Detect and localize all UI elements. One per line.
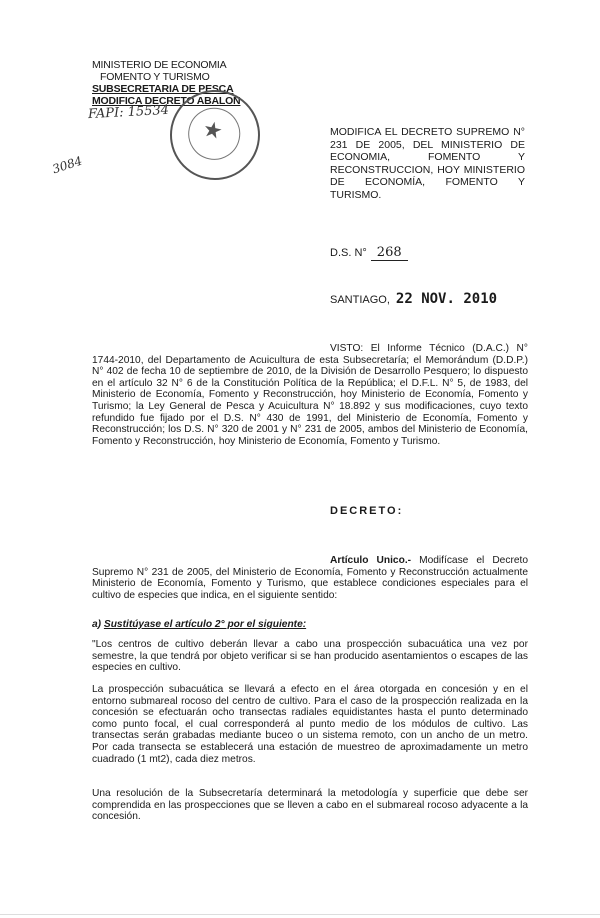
paragraph-2: La prospección subacuática se llevará a efecto en el área otorgada en concesión y en el entorno submareal rocoso del centro de cultivo. Para el caso de la prospección realizada en la concesión se efectuarán ocho transectas radiales equidistantes hasta el punto determinado como punto focal, el cual corresponderá al punto medio de los módulos de cultivo. Las transectas serán grabadas mediante buceo o un sistema remoto, con un ancho de un metro. Por cada transecta se establecerá una estación de muestreo de aproximadamente un metro cuadrado (1 mt2), cada diez metros. xyxy=(92,684,528,765)
paragraph-1: "Los centros de cultivo deberán llevar a cabo una prospección subacuática una vez por semestre, la que tendrá por objeto verificar si se han producido asentamientos o escapes de las especies en cultivo. xyxy=(92,639,528,674)
place-date xyxy=(330,291,497,307)
handwritten-number: 3084 xyxy=(50,153,84,177)
decree-number xyxy=(330,245,408,260)
decree-number-value: 268 xyxy=(371,245,408,261)
paragraph-3: Una resolución de la Subsecretaría determinará la metodología y superficie que debe ser comprendida en las prospecciones que se lleven a cabo en el submareal rocoso adyacente a la concesión. xyxy=(92,788,528,823)
item-a-text: Sustitúyase el artículo 2° por el siguiente: xyxy=(103,619,307,630)
header-line-ministry: MINISTERIO DE ECONOMIA xyxy=(92,59,227,71)
header-line-fomento: FOMENTO Y TURISMO xyxy=(100,71,210,83)
item-a xyxy=(92,619,306,630)
visto-paragraph: VISTO: El Informe Técnico (D.A.C.) N° 1744-2010, del Departamento de Acuicultura de esta Subsecretaría; el Memorándum (D.D.P.) N° 402 de fecha 10 de septiembre de 2010, de la División de Desarrollo Pesquero; lo dispuesto en el artículo 32 N° 6 de la Constitución Política de la República; el D.F.L. N° 5, de 1983, del Ministerio de Economía, Fomento y Reconstrucción, hoy Ministerio de Economía, Fomento y Turismo; la Ley General de Pesca y Acuicultura N° 18.892 y sus modificaciones, cuyo texto refundido fue fijado por el D.S. N° 430 de 1991, del Ministerio de Economía, Fomento y Reconstrucción; los D.S. N° 320 de 2001 y N° 231 de 2005, ambos del Ministerio de Economía, Fomento y Reconstrucción, hoy Ministerio de Economía, Fomento y Turismo. xyxy=(92,343,528,447)
articulo-text: Modifícase el Decreto Supremo N° 231 de 2005, del Ministerio de Economía, Fomento y Reconstrucción actualmente Ministerio de Economía, Fomento y Turismo, que establece condiciones especiales para el cultivo de especies que indica, en el siguiente sentido: xyxy=(92,555,528,601)
handwritten-fapi: FAPI: 15534 xyxy=(87,102,170,123)
item-a-letter: a) xyxy=(92,619,102,630)
place-label: SANTIAGO, xyxy=(330,294,390,306)
articulo-unico-paragraph xyxy=(92,555,528,601)
decree-number-label: D.S. N° xyxy=(330,247,367,259)
decreto-heading: DECRETO: xyxy=(330,505,404,517)
articulo-label: Artículo Unico.- xyxy=(330,555,412,566)
official-seal-icon: ★ xyxy=(162,82,269,189)
document-title: MODIFICA EL DECRETO SUPREMO N° 231 DE 2005, DEL MINISTERIO DE ECONOMIA, FOMENTO Y RECONSTRUCCION, HOY MINISTERIO DE ECONOMÍA, FOMENTO Y TURISMO. xyxy=(330,126,525,201)
date-stamp: 22 NOV. 2010 xyxy=(395,291,498,307)
page-bottom-divider xyxy=(0,914,600,915)
header-line-modifica: MODIFICA DECRETO ABALON xyxy=(92,95,241,107)
header-line-subsecretaria: SUBSECRETARIA DE PESCA xyxy=(92,83,234,95)
